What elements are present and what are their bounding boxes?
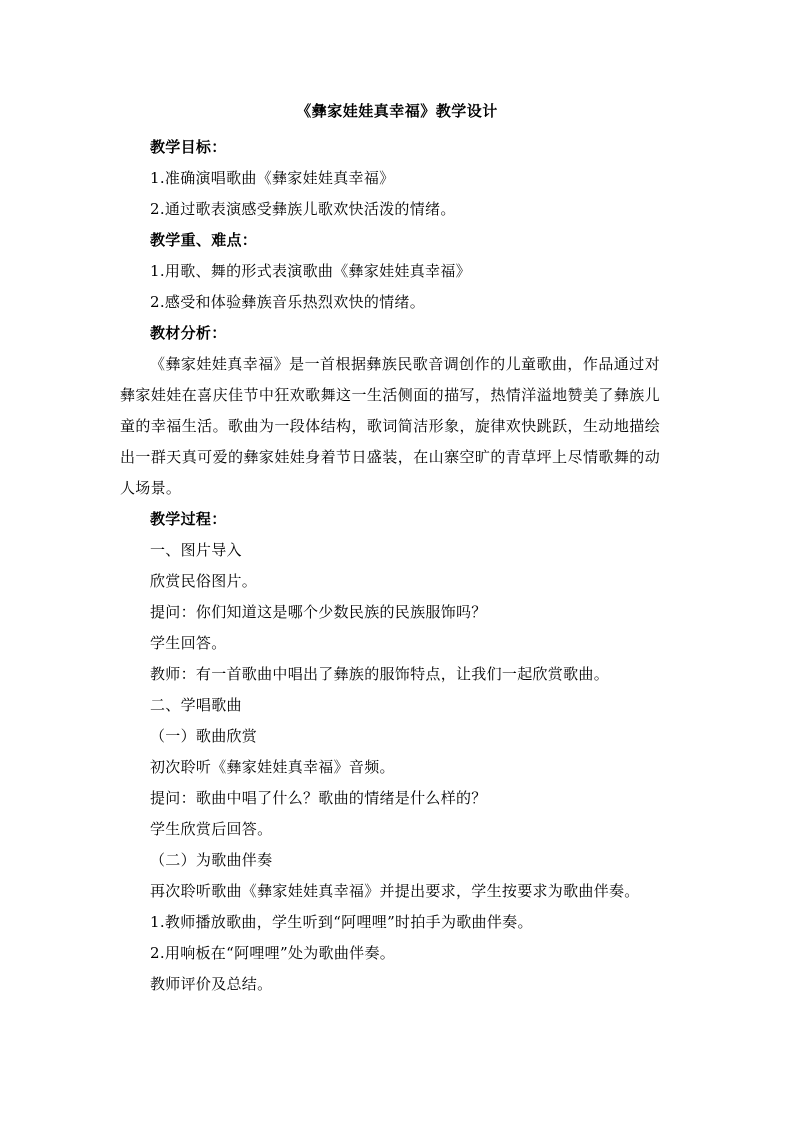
process-line: 2.用响板在“阿哩哩”处为歌曲伴奏。: [150, 944, 396, 962]
process-line: 一、图片导入: [150, 541, 242, 559]
key-point-item-2: 2.感受和体验彝族音乐热烈欢快的情绪。: [150, 293, 426, 311]
process-line: 1.教师播放歌曲，学生听到“阿哩哩”时拍手为歌曲伴奏。: [150, 913, 533, 931]
process-heading: 教学过程：: [150, 510, 227, 528]
process-line: 提问：歌曲中唱了什么？歌曲的情绪是什么样的？: [150, 789, 487, 807]
process-line: 学生回答。: [150, 634, 227, 652]
process-line: （一）歌曲欣赏: [150, 727, 258, 745]
objectives-heading: 教学目标：: [150, 138, 227, 156]
analysis-paragraph: 《彝家娃娃真幸福》是一首根据彝族民歌音调创作的儿童歌曲，作品通过对彝家娃娃在喜庆佳节中狂欢歌舞这一生活侧面的描写，热情洋溢地赞美了彝族儿童的幸福生活。歌曲为一段体结构，歌词简洁形象，旋律欢快跳跃，生动地描绘出一群天真可爱的彝家娃娃身着节日盛装，在山寨空旷的青草坪上尽情歌舞的动人场景。: [120, 355, 660, 497]
document-body: [120, 132, 660, 1000]
objective-item-1: 1.准确演唱歌曲《彝家娃娃真幸福》: [150, 169, 395, 187]
process-line: 学生欣赏后回答。: [150, 820, 273, 838]
document-title: 《彝家娃娃真幸福》教学设计: [296, 102, 498, 120]
process-line: 初次聆听《彝家娃娃真幸福》音频。: [150, 758, 395, 776]
process-line: 教师评价及总结。: [150, 975, 273, 993]
objective-item-2: 2.通过歌表演感受彝族儿歌欢快活泼的情绪。: [150, 200, 456, 218]
process-line: 二、学唱歌曲: [150, 696, 242, 714]
process-line: （二）为歌曲伴奏: [150, 851, 273, 869]
process-line: 欣赏民俗图片。: [150, 572, 258, 590]
process-line: 再次聆听歌曲《彝家娃娃真幸福》并提出要求，学生按要求为歌曲伴奏。: [150, 882, 640, 900]
process-line: 提问：你们知道这是哪个少数民族的民族服饰吗？: [150, 603, 487, 621]
process-line: 教师：有一首歌曲中唱出了彝族的服饰特点，让我们一起欣赏歌曲。: [150, 665, 610, 683]
key-point-item-1: 1.用歌、舞的形式表演歌曲《彝家娃娃真幸福》: [150, 262, 471, 280]
analysis-heading: 教材分析：: [150, 324, 227, 342]
key-points-heading: 教学重、难点：: [150, 231, 258, 249]
